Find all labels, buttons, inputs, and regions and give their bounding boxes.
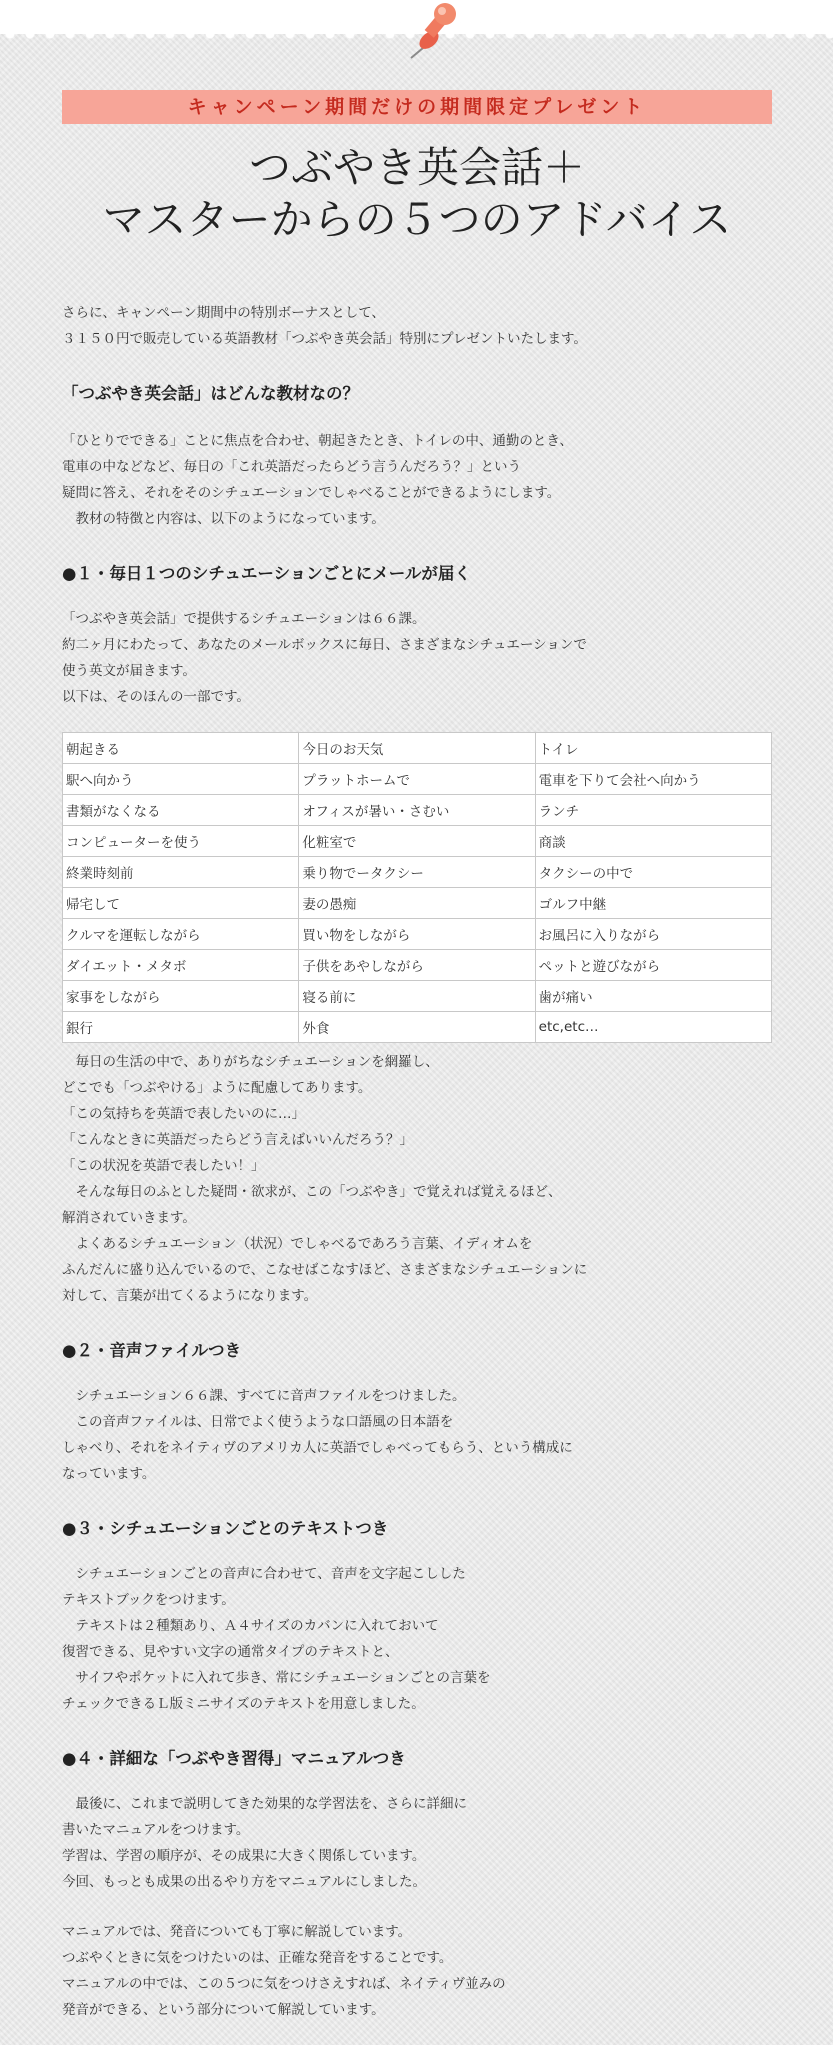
section-2-heading: ●２・音声ファイルつき (62, 1341, 242, 1360)
title-line-1: つぶやき英会話＋ (248, 143, 585, 192)
table-cell: 商談 (535, 826, 771, 857)
table-cell: 家事をしながら (63, 981, 299, 1012)
section-2-line: なっています。 (62, 1466, 156, 1482)
main-content (62, 300, 772, 2023)
title-line-2: マスターからの５つのアドバイス (102, 195, 732, 244)
table-cell: タクシーの中で (535, 857, 771, 888)
section-4-line: マニュアルでは、発音についても丁寧に解説しています。 (62, 1924, 412, 1940)
about-heading: 「つぶやき英会話」はどんな教材なの？ (62, 384, 359, 403)
pushpin-icon (403, 0, 465, 60)
table-row (63, 981, 772, 1012)
section-3-line: テキストブックをつけます。 (62, 1592, 235, 1608)
table-cell: 帰宅して (63, 888, 299, 919)
table-cell: オフィスが暑い・さむい (299, 795, 535, 826)
section-3-line: テキストは２種類あり、Ａ４サイズのカバンに入れておいて (62, 1618, 439, 1634)
after-table-line: 「この気持ちを英語で表したいのに…」 (62, 1106, 305, 1122)
table-row (63, 826, 772, 857)
table-cell: 買い物をしながら (299, 919, 535, 950)
after-table-line: 対して、言葉が出てくるようになります。 (62, 1288, 318, 1304)
after-table-line: そんな毎日のふとした疑問・欲求が、この「つぶやき」で覚えれば覚えるほど、 (62, 1184, 562, 1200)
after-table-line: ふんだんに盛り込んでいるので、こなせばこなすほど、さまざまなシチュエーションに (62, 1262, 588, 1278)
section-2-line: シチュエーション６６課、すべてに音声ファイルをつけました。 (62, 1388, 466, 1404)
section-3-line: チェックできるＬ版ミニサイズのテキストを用意しました。 (62, 1696, 425, 1712)
table-cell: ランチ (535, 795, 771, 826)
table-cell: 妻の愚痴 (299, 888, 535, 919)
table-row (63, 857, 772, 888)
section-4-line: 最後に、これまで説明してきた効果的な学習法を、さらに詳細に (62, 1796, 467, 1812)
table-cell: 駅へ向かう (63, 764, 299, 795)
section-4-line: 発音ができる、という部分について解説しています。 (62, 2002, 385, 2018)
after-table-line: よくあるシチュエーション（状況）でしゃべるであろう言葉、イディオムを (62, 1236, 533, 1252)
situation-table (62, 732, 772, 1043)
about-line: 教材の特徴と内容は、以下のようになっています。 (62, 511, 385, 527)
section-4-heading: ●４・詳細な「つぶやき習得」マニュアルつき (62, 1749, 406, 1768)
table-cell: 銀行 (63, 1012, 299, 1043)
section-1-heading: ●１・毎日１つのシチュエーションごとにメールが届く (62, 564, 471, 583)
after-table-line: 「この状況を英語で表したい！」 (62, 1158, 265, 1174)
section-4-line: つぶやくときに気をつけたいのは、正確な発音をすることです。 (62, 1950, 453, 1966)
section-3-heading: ●３・シチュエーションごとのテキストつき (62, 1519, 389, 1538)
table-row (63, 888, 772, 919)
table-row (63, 795, 772, 826)
table-cell: コンピューターを使う (63, 826, 299, 857)
table-row (63, 919, 772, 950)
table-cell: プラットホームで (299, 764, 535, 795)
table-cell: 子供をあやしながら (299, 950, 535, 981)
table-cell: ペットと遊びながら (535, 950, 771, 981)
after-table-line: 「こんなときに英語だったらどう言えばいいんだろう？」 (62, 1132, 413, 1148)
table-cell: トイレ (535, 733, 771, 764)
table-cell: ダイエット・メタボ (63, 950, 299, 981)
table-cell: 歯が痛い (535, 981, 771, 1012)
table-cell: 乗り物でータクシー (299, 857, 535, 888)
after-table-line: 解消されていきます。 (62, 1210, 196, 1226)
table-cell: 書類がなくなる (63, 795, 299, 826)
table-row (63, 1012, 772, 1043)
section-2-line: この音声ファイルは、日常でよく使うような口語風の日本語を (62, 1414, 454, 1430)
section-1-line: 約二ヶ月にわたって、あなたのメールボックスに毎日、さまざまなシチュエーションで (62, 637, 587, 653)
about-line: 「ひとりでできる」ことに焦点を合わせ、朝起きたとき、トイレの中、通勤のとき、 (62, 433, 573, 449)
intro-line: ３１５０円で販売している英語教材「つぶやき英会話」特別にプレゼントいたします。 (62, 331, 587, 347)
section-1-line: 使う英文が届きます。 (62, 663, 196, 679)
table-cell: 今日のお天気 (299, 733, 535, 764)
section-4-line: 学習は、学習の順序が、その成果に大きく関係しています。 (62, 1848, 426, 1864)
paragraph-gap (62, 1895, 772, 1919)
section-4-line: 今回、もっとも成果の出るやり方をマニュアルにしました。 (62, 1874, 426, 1890)
section-3-line: サイフやポケットに入れて歩き、常にシチュエーションごとの言葉を (62, 1670, 491, 1686)
banner-text: キャンペーン期間だけの期間限定プレゼント (187, 96, 647, 118)
table-cell: 終業時刻前 (63, 857, 299, 888)
about-line: 電車の中などなど、毎日の「これ英語だったらどう言うんだろう？」という (62, 459, 521, 475)
table-cell: 電車を下りて会社へ向かう (535, 764, 771, 795)
section-3-line: 復習できる、見やすい文字の通常タイプのテキストと、 (62, 1644, 399, 1660)
section-1-line: 「つぶやき英会話」で提供するシチュエーションは６６課。 (62, 611, 426, 627)
section-4-line: マニュアルの中では、この５つに気をつけさえすれば、ネイティヴ並みの (62, 1976, 506, 1992)
after-table-line: 毎日の生活の中で、ありがちなシチュエーションを網羅し、 (62, 1054, 439, 1070)
table-cell: ゴルフ中継 (535, 888, 771, 919)
table-cell: お風呂に入りながら (535, 919, 771, 950)
table-cell: 化粧室で (299, 826, 535, 857)
after-table-line: どこでも「つぶやける」ように配慮してあります。 (62, 1080, 372, 1096)
table-cell: etc,etc… (535, 1012, 771, 1043)
section-3-line: シチュエーションごとの音声に合わせて、音声を文字起こしした (62, 1566, 466, 1582)
table-row (63, 764, 772, 795)
section-1-line: 以下は、そのほんの一部です。 (62, 689, 250, 705)
table-cell: クルマを運転しながら (63, 919, 299, 950)
section-2-line: しゃべり、それをネイティヴのアメリカ人に英語でしゃべってもらう、という構成に (62, 1440, 573, 1456)
section-4-line: 書いたマニュアルをつけます。 (62, 1822, 250, 1838)
table-cell: 外食 (299, 1012, 535, 1043)
intro-line: さらに、キャンペーン期間中の特別ボーナスとして、 (62, 305, 385, 321)
about-line: 疑問に答え、それをそのシチュエーションでしゃべることができるようにします。 (62, 485, 561, 501)
table-row (63, 950, 772, 981)
page-title (62, 142, 772, 246)
campaign-banner (62, 90, 772, 124)
table-row (63, 733, 772, 764)
table-cell: 寝る前に (299, 981, 535, 1012)
table-cell: 朝起きる (63, 733, 299, 764)
